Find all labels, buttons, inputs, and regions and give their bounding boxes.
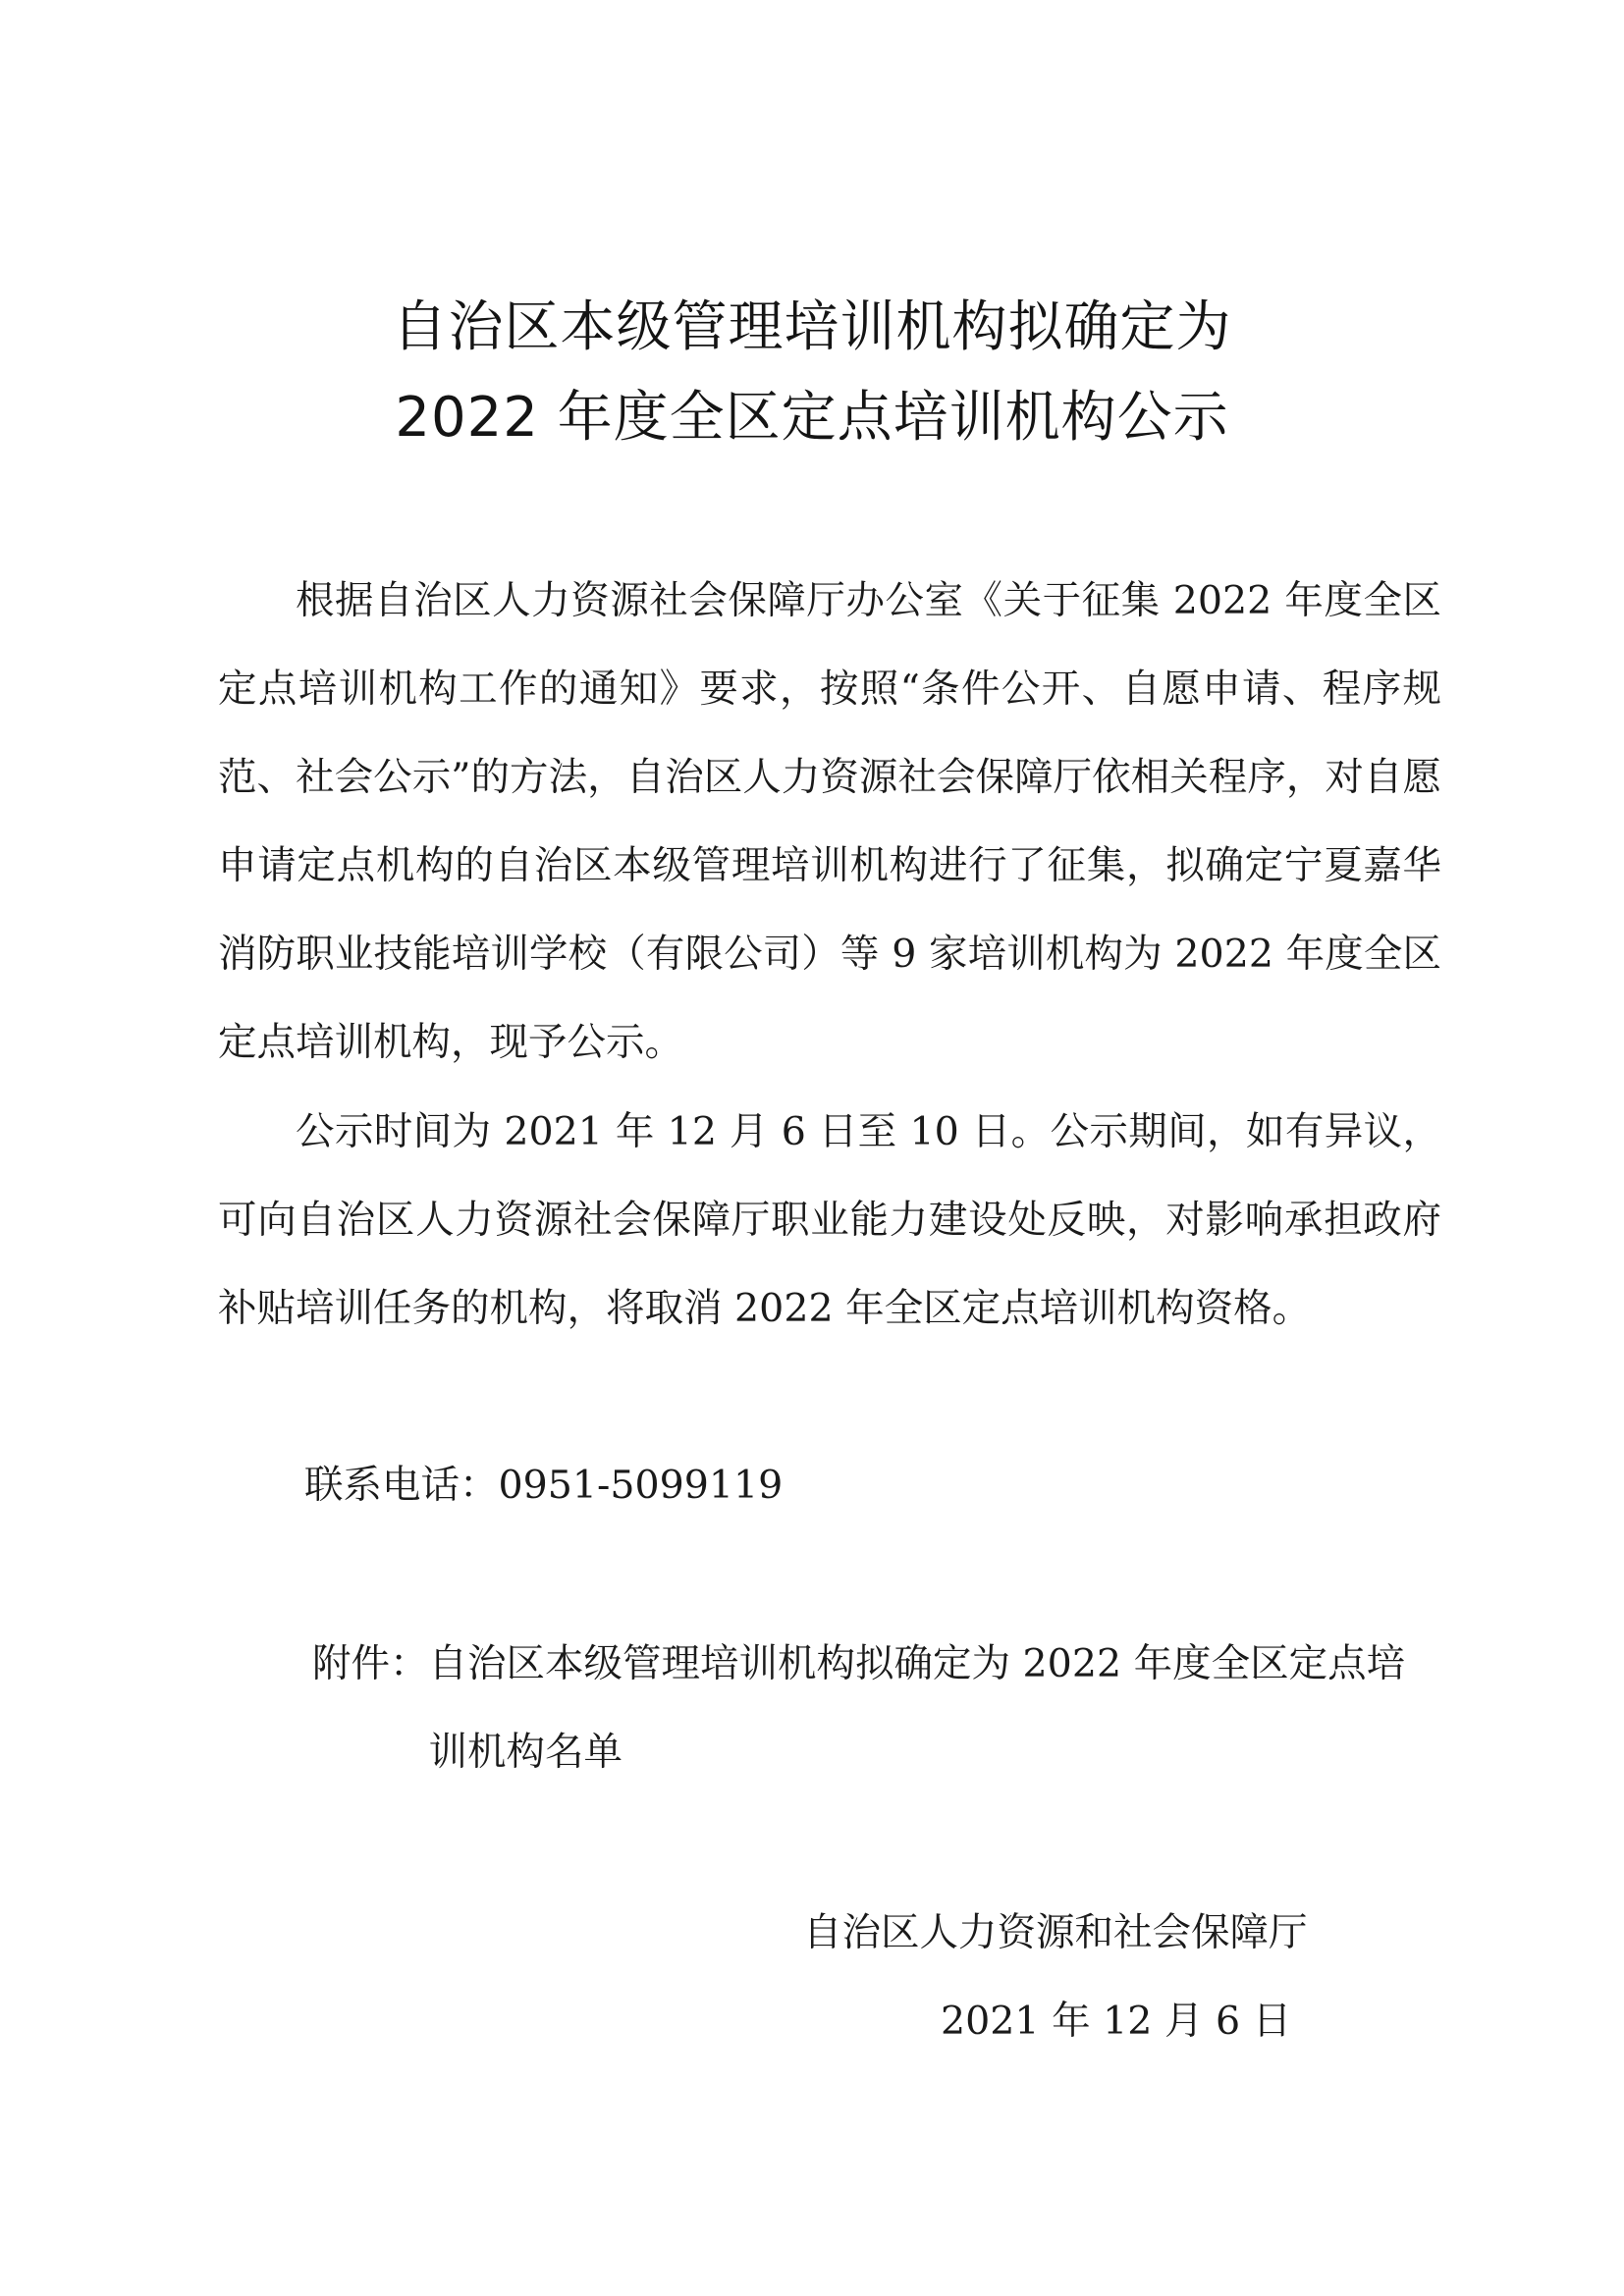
body-paragraph-1: 根据自治区人力资源社会保障厅办公室《关于征集 2022 年度全区定点培训机构工作的通知》要求，按照“条件公开、自愿申请、程序规范、社会公示”的方法，自治区人力资源社会保障厅依相关程序，对自愿申请定点机构的自治区本级管理培训机构进行了征集，拟确定宁夏嘉华消防职业技能培训学校（有限公司）等 9 家培训机构为 2022 年度全区定点培训机构，现予公示。 — [218, 578, 1441, 1065]
signature-organization: 自治区人力资源和社会保障厅 — [803, 1910, 1308, 1955]
attachment-label: 附件： — [312, 1641, 429, 1686]
attachment-title: 自治区本级管理培训机构拟确定为 2022 年度全区定点培训机构名单 — [428, 1641, 1406, 1775]
document-title-line-1: 自治区本级管理培训机构拟确定为 — [392, 295, 1232, 359]
document-title-line-2: 2022 年度全区定点培训机构公示 — [395, 386, 1229, 450]
attachment-note — [312, 1620, 1443, 1796]
signature-date: 2021 年 12 月 6 日 — [941, 1999, 1292, 2044]
contact-phone: 联系电话：0951-5099119 — [304, 1463, 784, 1508]
body-paragraph-2: 公示时间为 2021 年 12 月 6 日至 10 日。公示期间，如有异议，可向自治区人力资源社会保障厅职业能力建设处反映，对影响承担政府补贴培训任务的机构，将取消 2022 年全区定点培训机构资格。 — [218, 1109, 1441, 1331]
